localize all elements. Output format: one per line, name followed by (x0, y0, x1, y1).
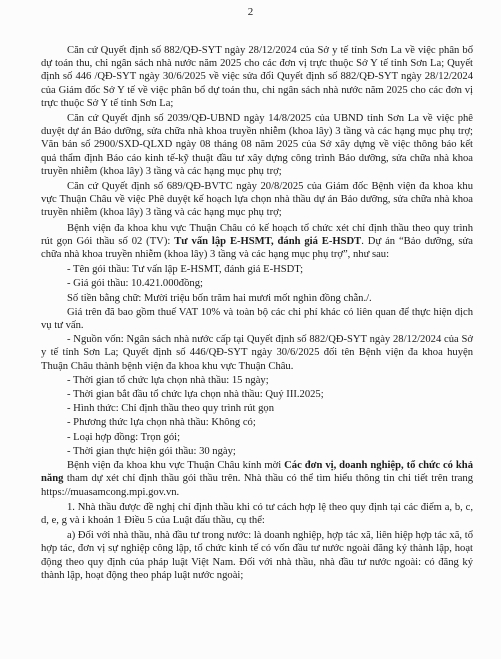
document-body (41, 44, 473, 584)
paragraph-eligibility: 1. Nhà thầu được đề nghị chỉ định thầu khi có tư cách hợp lệ theo quy định tại các điểm a, b, c, d, e, g và i khoản 1 Điều 5 của Luật đấu thầu, cụ thể: (41, 501, 473, 526)
item-package-name: - Tên gói thầu: Tư vấn lập E-HSMT, đánh giá E-HSDT; (67, 264, 304, 276)
item-package-price: - Giá gói thầu: 10.421.000đồng; (67, 278, 203, 290)
item-execution-time: - Thời gian thực hiện gói thầu: 30 ngày; (67, 445, 236, 457)
item-form: - Hình thức: Chỉ định thầu theo quy trình rút gọn (67, 403, 275, 415)
item-price-in-words: Số tiền bằng chữ: Mười triệu bốn trăm hai mươi mốt nghìn đồng chẵn./. (67, 292, 372, 304)
paragraph-legal-basis-3: Căn cứ Quyết định số 689/QĐ-BVTC ngày 20/8/2025 của Giám đốc Bệnh viện đa khoa khu vực Thuận Châu về việc Phê duyệt kế hoạch lựa chọn nhà thầu dự án Bảo dưỡng, sửa chữa nhà khoa truyền nhiễm (khoa lây) 3 tầng và các hạng mục phụ trợ; (41, 181, 473, 219)
paragraph-legal-basis-2: Căn cứ Quyết định số 2039/QĐ-UBND ngày 14/8/2025 của UBND tỉnh Sơn La về việc phê duyệt dự án Bảo dưỡng, sửa chữa nhà khoa truyền nhiễm (khoa lây) 3 tầng và các hạng mục phụ trợ; Văn bản số 2900/SXD-QLXD ngày 08 tháng 08 năm 2025 của Sở xây dựng về việc thông báo kết quả thẩm định Báo cáo kinh tế-kỹ thuật đầu tư xây dựng công trình Bảo dưỡng, sửa chữa nhà khoa truyền nhiễm (khoa lây) 3 tầng và các hạng mục phụ trợ; (41, 113, 473, 177)
item-selection-start: - Thời gian bắt đầu tổ chức lựa chọn nhà thầu: Quý III.2025; (67, 389, 324, 401)
package-name-bold: Tư vấn lập E-HSMT, đánh giá E-HSDT (174, 235, 362, 247)
invitation-text-rest: tham dự xét chỉ định thầu gói thầu trên. Nhà thầu có thể tìm hiểu thông tin chi tiết trên trang https://muasamcong.mpi.gov.vn. (41, 473, 473, 498)
item-contract-type: - Loại hợp đồng: Trọn gói; (67, 431, 181, 443)
invitation-bold: Các đơn vị, doanh nghiệp, tổ chức có khả năng (41, 460, 473, 485)
item-funding-source: - Nguồn vốn: Ngân sách nhà nước cấp tại Quyết định số 882/QĐ-SYT ngày 28/12/2024 của Sở y tế tỉnh Sơn La; Quyết định số 446/QĐ-SYT ngày 30/6/2025 đối tên Bệnh viện đa khoa huyện Thuận Châu thành bệnh viện đa khoa khu vực Thuận Châu. (41, 334, 473, 372)
item-method: - Phương thức lựa chọn nhà thầu: Không có; (67, 417, 256, 429)
item-selection-duration: - Thời gian tổ chức lựa chọn nhà thầu: 15 ngày; (67, 374, 269, 386)
item-price-note: Giá trên đã bao gồm thuế VAT 10% và toàn bộ các chi phí khác có liên quan để thực hiện dịch vụ tư vấn. (41, 306, 473, 332)
plan-text-intro: Bệnh viện đa khoa khu vực Thuận Châu có kế hoạch tổ chức xét chỉ định thầu theo quy trình rút gọn Gói thầu số 02 (TV): (41, 222, 473, 247)
paragraph-legal-basis-1: Căn cứ Quyết định số 882/QĐ-SYT ngày 28/12/2024 của Sở y tế tỉnh Sơn La về việc phân bổ dự toán thu, chi ngân sách nhà nước năm 2025 cho các đơn vị trực thuộc Sở Y tế tỉnh Sơn La; Quyết định số 446 /QĐ-SYT ngày 30/6/2025 về việc sửa đổi Quyết định số 882/QĐ-SYT ngày 28/12/2024 của Giám đốc Sở Y tế về việc phân bổ dự toán thu, chi ngân sách nhà nước năm 2025 cho các đơn vị trực thuộc Sở Y tế tỉnh Sơn La; (41, 45, 473, 109)
paragraph-invitation (41, 459, 473, 499)
paragraph-eligibility-a: a) Đối với nhà thầu, nhà đầu tư trong nước: là doanh nghiệp, hợp tác xã, liên hiệp hợp tác xã, tổ hợp tác, đơn vị sự nghiệp công lập, tổ chức kinh tế có vốn đầu tư nước ngoài đăng ký thành lập, hoạt động theo quy định của pháp luật Việt Nam. Đối với nhà thầu, nhà đầu tư nước ngoài: có đăng ký thành lập, hoạt động theo pháp luật nước ngoài; (41, 530, 473, 581)
plan-text-project: . Dự án “Bảo dưỡng, sửa chữa nhà khoa truyền nhiễm (khoa lây) 3 tầng và các hạng mục phụ trợ”, như sau: (41, 235, 473, 261)
page-number: 2 (247, 6, 254, 18)
invitation-text-intro: Bệnh viện đa khoa khu vực Thuận Châu kính mời (67, 460, 285, 472)
paragraph-plan (41, 222, 473, 262)
